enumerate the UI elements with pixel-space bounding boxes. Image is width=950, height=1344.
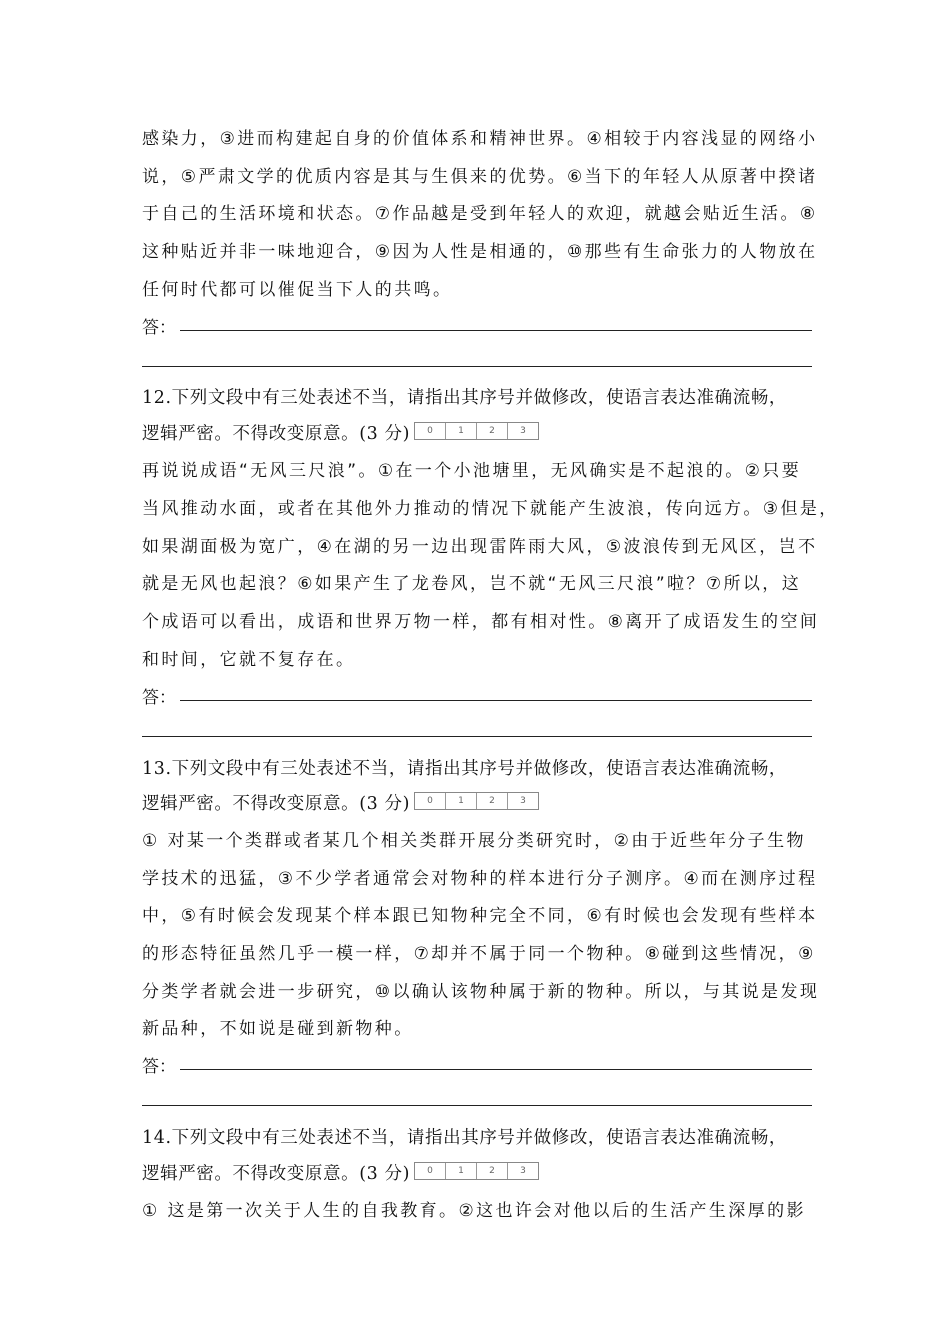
score-1[interactable]: 1	[446, 423, 477, 439]
question-14-prompt: 14.下列文段中有三处表述不当，请指出其序号并做修改，使语言表达准确流畅，	[142, 1128, 788, 1148]
answer-label: 答：	[142, 318, 176, 338]
question-13-prompt-cont: 逻辑严密。不得改变原意。(3 分)	[142, 794, 411, 814]
score-1[interactable]: 1	[446, 793, 477, 809]
question-12-prompt: 12.下列文段中有三处表述不当，请指出其序号并做修改，使语言表达准确流畅，	[142, 388, 788, 408]
answer-label: 答：	[142, 1057, 176, 1077]
q12-text-line: 再说说成语“无风三尺浪”。①在一个小池塘里，无风确实是不起浪的。②只要	[142, 461, 802, 481]
intro-line-5: 任何时代都可以催促当下人的共鸣。	[142, 280, 453, 300]
q14-text-line: ① 这是第一次关于人生的自我教育。②这也许会对他以后的生活产生深厚的影	[142, 1201, 806, 1221]
q13-text-line: 学技术的迅猛，③不少学者通常会对物种的样本进行分子测序。④而在测序过程	[142, 869, 818, 889]
score-box	[414, 422, 539, 440]
score-3[interactable]: 3	[520, 796, 526, 806]
q12-text-line: 个成语可以看出，成语和世界万物一样，都有相对性。⑧离开了成语发生的空间	[142, 612, 820, 632]
intro-line-3: 于自己的生活环境和状态。⑦作品越是受到年轻人的欢迎，就越会贴近生活。⑧	[142, 204, 818, 224]
q13-text-line: 分类学者就会进一步研究，⑩以确认该物种属于新的物种。所以，与其说是发现	[142, 982, 820, 1002]
score-0[interactable]: 0	[415, 1163, 446, 1179]
score-0[interactable]: 0	[415, 793, 446, 809]
question-13-prompt: 13.下列文段中有三处表述不当，请指出其序号并做修改，使语言表达准确流畅，	[142, 759, 788, 779]
question-12-prompt-cont: 逻辑严密。不得改变原意。(3 分)	[142, 424, 411, 444]
answer-line[interactable]	[142, 366, 812, 367]
question-14-prompt-cont: 逻辑严密。不得改变原意。(3 分)	[142, 1164, 411, 1184]
score-2[interactable]: 2	[477, 1163, 508, 1179]
answer-label: 答：	[142, 688, 176, 708]
intro-line-1: 感染力，③进而构建起自身的价值体系和精神世界。④相较于内容浅显的网络小	[142, 129, 818, 149]
intro-line-4: 这种贴近并非一味地迎合，⑨因为人性是相通的，⑩那些有生命张力的人物放在	[142, 242, 818, 262]
answer-line[interactable]	[142, 736, 812, 737]
q12-text-line: 和时间，它就不复存在。	[142, 650, 356, 670]
score-box	[414, 792, 539, 810]
score-box	[414, 1162, 539, 1180]
score-2[interactable]: 2	[477, 423, 508, 439]
score-3[interactable]: 3	[520, 1166, 526, 1176]
q12-text-line: 当风推动水面，或者在其他外力推动的情况下就能产生波浪，传向远方。③但是，	[142, 499, 839, 519]
score-1[interactable]: 1	[446, 1163, 477, 1179]
q13-text-line: ① 对某一个类群或者某几个相关类群开展分类研究时，②由于近些年分子生物	[142, 831, 806, 851]
score-3[interactable]: 3	[520, 426, 526, 436]
q13-text-line: 的形态特征虽然几乎一模一样，⑦却并不属于同一个物种。⑧碰到这些情况，⑨	[142, 944, 816, 964]
score-2[interactable]: 2	[477, 793, 508, 809]
q12-text-line: 就是无风也起浪？⑥如果产生了龙卷风，岂不就“无风三尺浪”啦？⑦所以，这	[142, 574, 802, 594]
intro-line-2: 说，⑤严肃文学的优质内容是其与生俱来的优势。⑥当下的年轻人从原著中揆诸	[142, 167, 818, 187]
answer-line[interactable]	[180, 330, 812, 331]
answer-line[interactable]	[180, 1069, 812, 1070]
q13-text-line: 中，⑤有时候会发现某个样本跟已知物种完全不同，⑥有时候也会发现有些样本	[142, 906, 818, 926]
answer-line[interactable]	[180, 700, 812, 701]
answer-line[interactable]	[142, 1105, 812, 1106]
score-0[interactable]: 0	[415, 423, 446, 439]
q12-text-line: 如果湖面极为宽广，④在湖的另一边出现雷阵雨大风，⑤波浪传到无风区，岂不	[142, 537, 818, 557]
q13-text-line: 新品种，不如说是碰到新物种。	[142, 1019, 414, 1039]
